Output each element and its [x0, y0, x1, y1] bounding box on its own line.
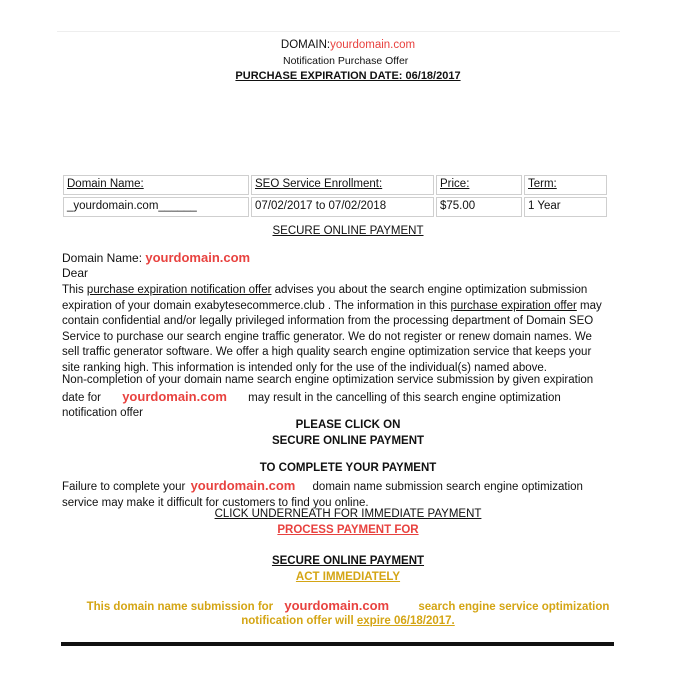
body-paragraph-2 [62, 373, 610, 422]
failure-domain: yourdomain.com [190, 478, 296, 493]
footer-line-2 [0, 615, 696, 627]
table-header-domain: Domain Name: [67, 178, 144, 190]
table-cell-price: $75.00 [436, 197, 522, 217]
process-payment-link[interactable]: PROCESS PAYMENT FOR [277, 524, 419, 536]
p2-domain: yourdomain.com [122, 388, 227, 404]
header-domain-label: DOMAIN: [280, 39, 331, 51]
footer-domain: yourdomain.com [284, 598, 390, 613]
footer-text-b: search engine service optimization [418, 601, 610, 613]
act-immediately-link[interactable]: ACT IMMEDIATELY [295, 571, 401, 583]
secure-payment-link-3[interactable]: SECURE ONLINE PAYMENT [271, 555, 425, 567]
top-divider [57, 31, 620, 32]
failure-text-b: domain name submission search engine optimization service may make it difficult for customers to find you online. [62, 481, 583, 509]
table-cell-domain: _yourdomain.com______ [63, 197, 249, 217]
footer-text-a: This domain name submission for [86, 601, 274, 613]
expire-link[interactable]: expire 06/18/2017. [356, 615, 455, 627]
footer-line-1 [0, 598, 696, 613]
table-header-price: Price: [440, 178, 470, 190]
dear-line: Dear [62, 266, 89, 280]
header-domain-value: yourdomain.com [330, 39, 416, 51]
p2-text-b: may result in the cancelling of this search engine optimization notification offer [62, 391, 561, 419]
complete-payment-heading: TO COMPLETE YOUR PAYMENT [259, 462, 437, 474]
domain-table [61, 173, 609, 219]
purchase-offer-link[interactable]: purchase expiration offer [450, 299, 577, 312]
table-header-row [63, 175, 607, 195]
table-header-term: Term: [528, 178, 557, 190]
footer-text-c: notification offer will [241, 615, 357, 627]
table-row [63, 197, 607, 217]
bottom-divider [61, 642, 614, 646]
failure-paragraph [62, 478, 610, 511]
domain-name-label: Domain Name: [62, 251, 143, 265]
p2-text-a: Non-completion of your domain name search engine optimization service submission by given expiration date for [62, 374, 594, 404]
table-cell-term: 1 Year [524, 197, 607, 217]
header-subtitle: Notification Purchase Offer [283, 55, 409, 67]
domain-name-value: yourdomain.com [145, 250, 251, 265]
table-cell-enrollment: 07/02/2017 to 07/02/2018 [251, 197, 434, 217]
p1-text-c: may contain confidential and/or legally privileged information from the processing department of Domain SEO Service to purchase our search engine traffic generator. We do not register or renew domain names. We sell traffic generator software. We offer a high quality search engine optimization service that keeps your site ranking high. This information is intended only for the use of the individual(s) named above. [62, 299, 602, 374]
table-header-enrollment: SEO Service Enrollment: [255, 178, 383, 190]
purchase-notification-link[interactable]: purchase expiration notification offer [86, 284, 272, 296]
domain-name-line [62, 250, 250, 267]
expiration-date: PURCHASE EXPIRATION DATE: 06/18/2017 [235, 70, 461, 82]
secure-payment-heading[interactable]: SECURE ONLINE PAYMENT [271, 435, 425, 447]
click-underneath-link[interactable]: CLICK UNDERNEATH FOR IMMEDIATE PAYMENT [214, 508, 482, 520]
please-click-heading: PLEASE CLICK ON [295, 419, 401, 431]
body-paragraph-1 [62, 283, 610, 376]
p1-text-b: advises you about the search engine optimization submission expiration of your domain exabytesecommerce.club . The information in this [62, 284, 588, 312]
header-domain [0, 39, 696, 51]
p1-text-a: This [62, 284, 87, 296]
secure-payment-link-1[interactable]: SECURE ONLINE PAYMENT [272, 225, 424, 237]
failure-text-a: Failure to complete your [62, 481, 186, 493]
